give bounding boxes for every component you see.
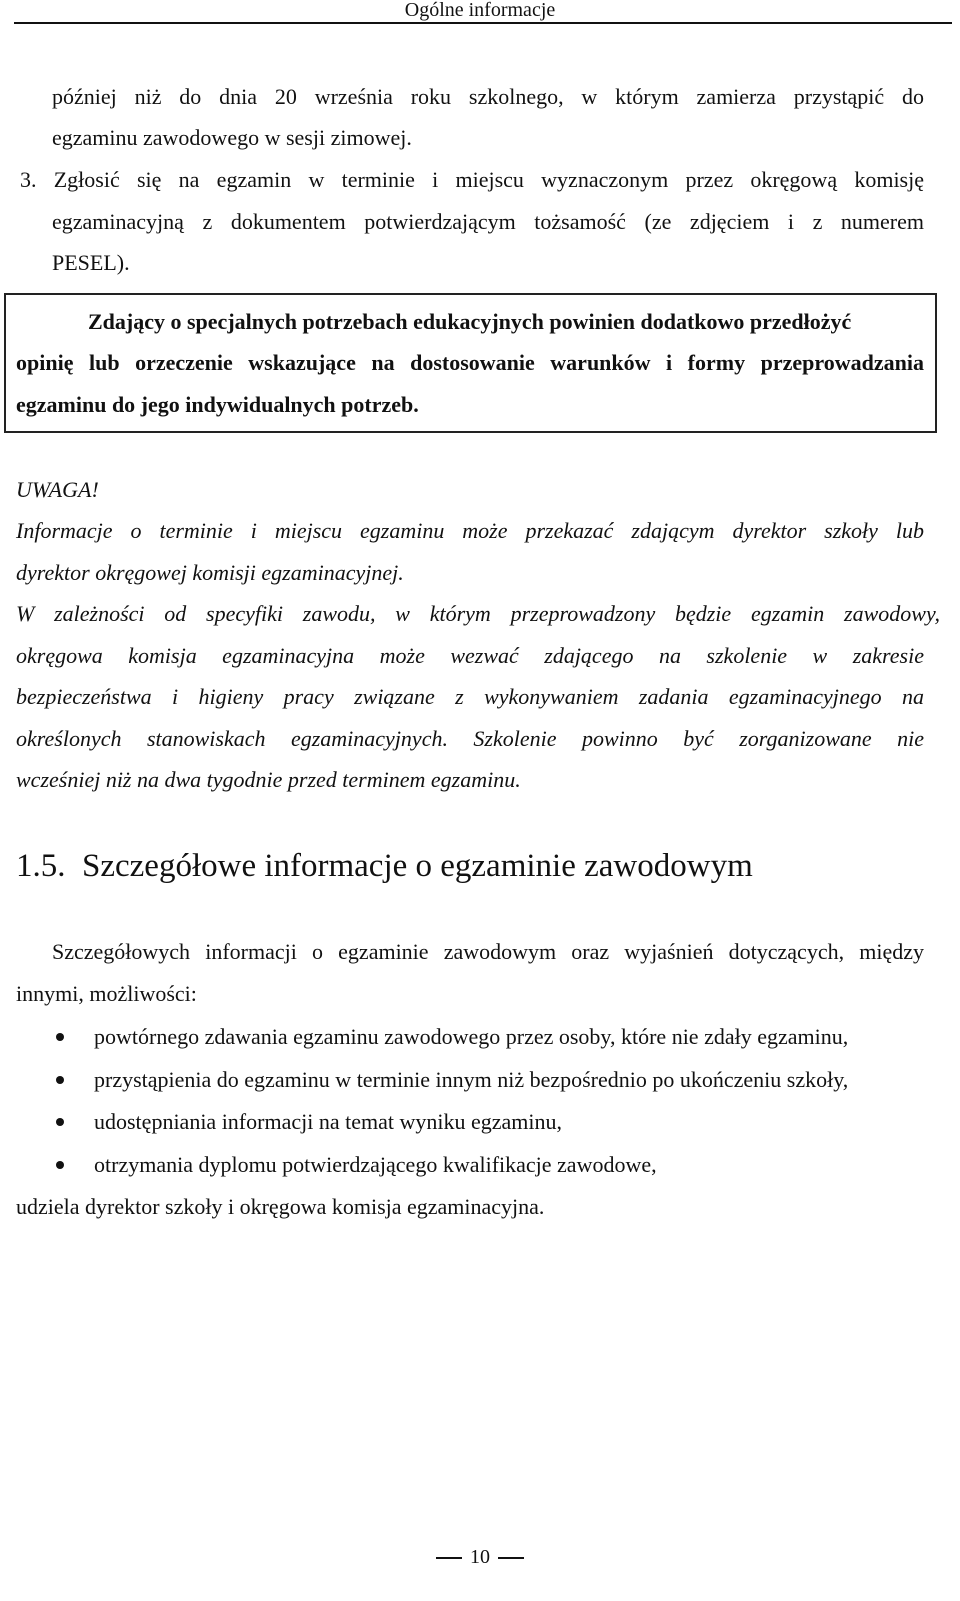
text-line: PESEL). (52, 250, 130, 275)
intro-line: innymi, możliwości: (16, 981, 197, 1006)
list-item: udostępniania informacji na temat wyniku egzaminu, (94, 1109, 562, 1134)
section-title: Szczegółowe informacje o egzaminie zawodowym (82, 848, 753, 884)
bullet-icon (56, 1118, 64, 1126)
list-item: przystąpienia do egzaminu w terminie innym niż bezpośrednio po ukończeniu szkoły, (94, 1067, 849, 1092)
note-line: okręgowa komisja egzaminacyjna może wezwać zdającego na szkolenie w zakresie (16, 643, 924, 668)
note-line: W zależności od specyfiki zawodu, w którym przeprowadzony będzie egzamin zawodowy, (16, 601, 940, 626)
text-line: egzaminu zawodowego w sesji zimowej. (52, 125, 412, 150)
footer-dash (436, 1557, 462, 1559)
header-rule (14, 22, 952, 24)
text-line: egzaminacyjną z dokumentem potwierdzającym tożsamość (ze zdjęciem i z numerem (52, 209, 924, 234)
bullet-icon (56, 1076, 64, 1084)
list-item: powtórnego zdawania egzaminu zawodowego przez osoby, które nie zdały egzaminu, (94, 1024, 849, 1049)
bullet-icon (56, 1033, 64, 1041)
note-line: wcześniej niż na dwa tygodnie przed terminem egzaminu. (16, 767, 521, 792)
bullet-icon (56, 1161, 64, 1169)
page-footer (0, 1546, 960, 1568)
section-heading (16, 846, 753, 886)
notice-line: egzaminu do jego indywidualnych potrzeb. (16, 392, 419, 417)
page-number: 10 (470, 1546, 490, 1568)
notice-line: opinię lub orzeczenie wskazujące na dostosowanie warunków i formy przeprowadzania (16, 350, 924, 375)
closing-line: udziela dyrektor szkoły i okręgowa komisja egzaminacyjna. (16, 1194, 545, 1219)
list-item: otrzymania dyplomu potwierdzającego kwalifikacje zawodowe, (94, 1152, 657, 1177)
note-line: Informacje o terminie i miejscu egzaminu może przekazać zdającym dyrektor szkoły lub (16, 518, 924, 543)
note-line: bezpieczeństwa i higieny pracy związane z wykonywaniem zadania egzaminacyjnego na (16, 684, 924, 709)
note-title: UWAGA! (16, 477, 99, 502)
header-title: Ogólne informacje (404, 0, 556, 21)
footer-dash (498, 1557, 524, 1559)
intro-line: Szczegółowych informacji o egzaminie zawodowym oraz wyjaśnień dotyczących, między (52, 939, 924, 964)
note-line: określonych stanowiskach egzaminacyjnych. Szkolenie powinno być zorganizowane nie (16, 726, 924, 751)
page-header (0, 0, 960, 24)
section-number: 1.5. (16, 848, 66, 884)
text-line: później niż do dnia 20 września roku szkolnego, w którym zamierza przystąpić do (52, 84, 924, 109)
note-line: dyrektor okręgowej komisji egzaminacyjnej. (16, 560, 404, 585)
notice-line: Zdający o specjalnych potrzebach edukacyjnych powinien dodatkowo przedłożyć (88, 309, 852, 334)
list-item-3: 3. Zgłosić się na egzamin w terminie i miejscu wyznaczonym przez okręgową komisję (20, 167, 924, 192)
